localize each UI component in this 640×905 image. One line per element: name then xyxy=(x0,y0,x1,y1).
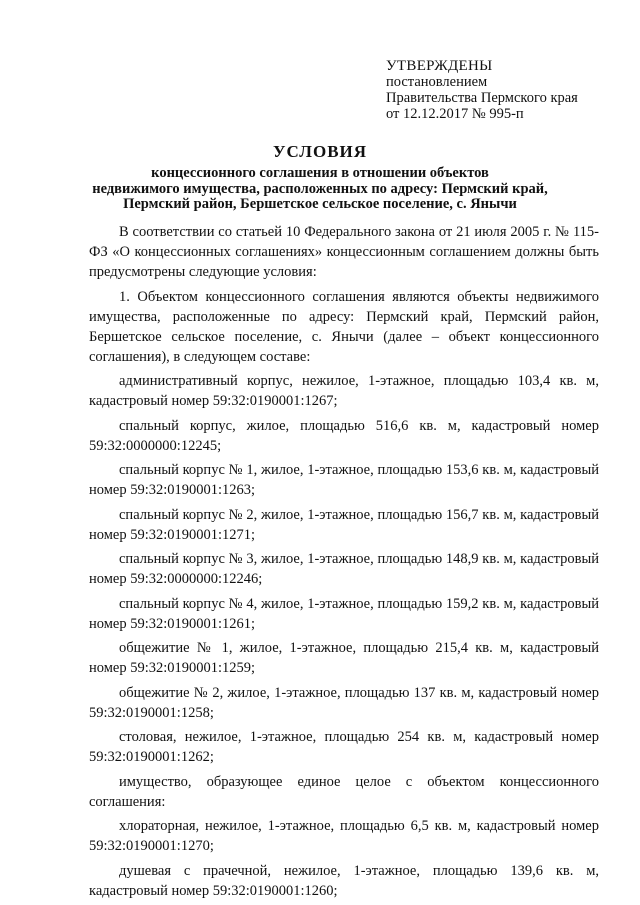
approval-line: постановлением xyxy=(386,74,488,90)
document-body xyxy=(89,222,599,905)
approval-line: от 12.12.2017 № 995-п xyxy=(386,106,524,122)
paragraph: спальный корпус № 2, жилое, 1-этажное, площадью 156,7 кв. м, кадастровый номер 59:32:0190001:1271; xyxy=(89,506,599,543)
approval-line: Правительства Пермского края xyxy=(386,90,578,106)
subtitle-line: концессионного соглашения в отношении объектов xyxy=(151,165,489,181)
paragraph: имущество, образующее единое целое с объектом концессионного соглашения: xyxy=(89,773,599,810)
subtitle-line: Пермский район, Бершетское сельское поселение, с. Янычи xyxy=(123,196,517,212)
paragraph: общежитие № 2, жилое, 1-этажное, площадью 137 кв. м, кадастровый номер 59:32:0190001:1258; xyxy=(89,684,599,721)
paragraph: В соответствии со статьей 10 Федерального закона от 21 июля 2005 г. № 115-ФЗ «О концессионных соглашениях» концессионным соглашением должны быть предусмотрены следующие условия: xyxy=(89,224,599,280)
subtitle-line: недвижимого имущества, расположенных по адресу: Пермский край, xyxy=(92,180,548,197)
paragraph: спальный корпус, жилое, площадью 516,6 кв. м, кадастровый номер 59:32:0000000:12245; xyxy=(89,417,599,454)
paragraph: столовая, нежилое, 1-этажное, площадью 254 кв. м, кадастровый номер 59:32:0190001:1262; xyxy=(89,729,599,765)
paragraph: спальный корпус № 3, жилое, 1-этажное, площадью 148,9 кв. м, кадастровый номер 59:32:0000000:12246; xyxy=(89,551,599,587)
paragraph: душевая с прачечной, нежилое, 1-этажное, площадью 139,6 кв. м, кадастровый номер 59:32:0190001:1260; xyxy=(89,862,599,899)
paragraph: общежитие № 1, жилое, 1-этажное, площадью 215,4 кв. м, кадастровый номер 59:32:0190001:1259; xyxy=(89,640,599,676)
document-title: УСЛОВИЯ xyxy=(272,142,368,161)
approval-heading: УТВЕРЖДЕНЫ xyxy=(386,58,493,74)
paragraph: 1. Объектом концессионного соглашения являются объекты недвижимого имущества, расположенные по адресу: Пермский край, Пермский район, Бершетское сельское поселение, с. Янычи (далее – объект концессионного соглашения), в следующем составе: xyxy=(89,288,599,365)
paragraph: спальный корпус № 1, жилое, 1-этажное, площадью 153,6 кв. м, кадастровый номер 59:32:0190001:1263; xyxy=(89,462,599,498)
approval-stamp xyxy=(386,58,578,122)
document-subtitle xyxy=(0,166,640,213)
paragraph: хлораторная, нежилое, 1-этажное, площадью 6,5 кв. м, кадастровый номер 59:32:0190001:1270; xyxy=(89,818,599,854)
paragraph: спальный корпус № 4, жилое, 1-этажное, площадью 159,2 кв. м, кадастровый номер 59:32:0190001:1261; xyxy=(89,595,599,632)
paragraph: административный корпус, нежилое, 1-этажное, площадью 103,4 кв. м, кадастровый номер 59:32:0190001:1267; xyxy=(89,373,599,409)
